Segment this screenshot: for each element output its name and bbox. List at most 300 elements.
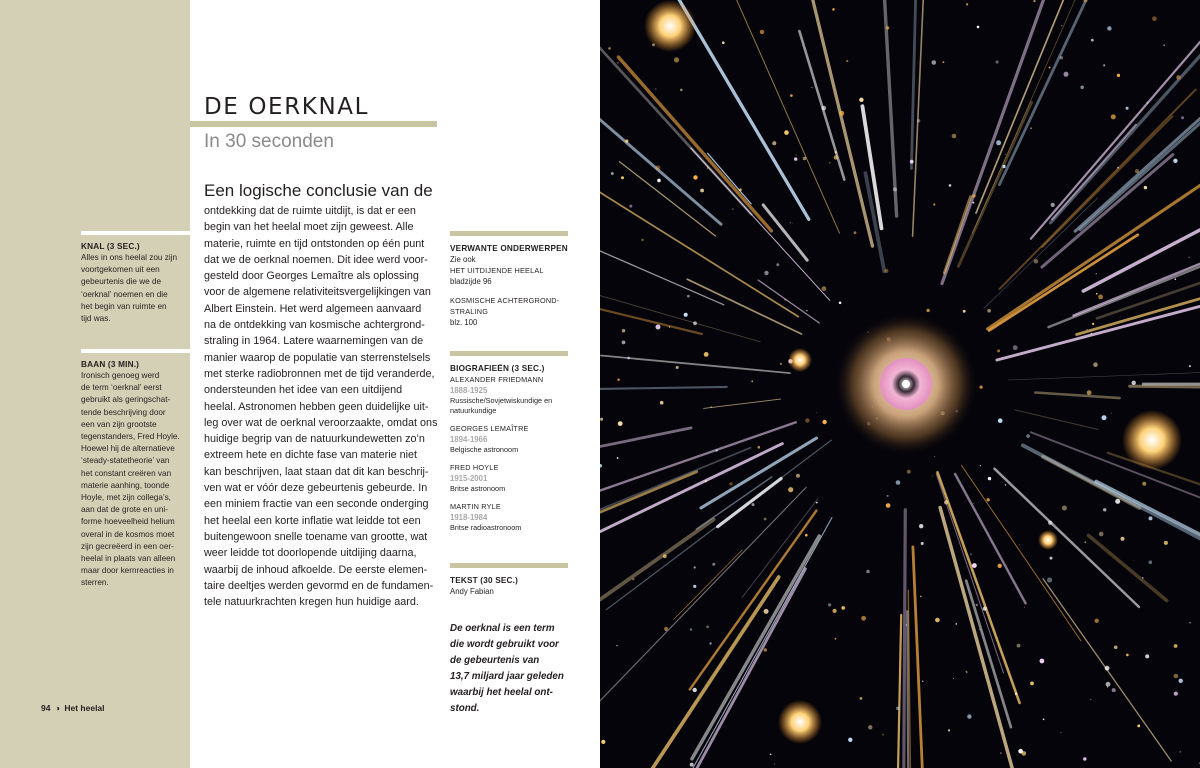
star [979, 629, 980, 630]
glow-spot [644, 0, 696, 52]
star [983, 607, 987, 611]
star [751, 381, 753, 383]
star [1181, 116, 1184, 119]
star [1189, 365, 1191, 367]
star [1152, 16, 1157, 21]
text-line: het constant creëren van [81, 468, 172, 478]
star [811, 87, 813, 89]
text-line: het heelal een korte inflatie wat leidde tot een [204, 514, 421, 527]
text-line: gebeurtenis die we de [81, 277, 162, 287]
text-line: zijn gecreëerd in een oer- [81, 541, 174, 551]
star [1080, 86, 1084, 90]
text-line: taire deeltjes werden gevormd en de fundamen- [204, 579, 434, 592]
light-ray [913, 547, 929, 768]
star [866, 570, 870, 574]
star [948, 729, 950, 731]
star [616, 645, 617, 646]
star [764, 609, 769, 614]
star [996, 60, 999, 63]
text-line: na de ontdekking van kosmische achtergrond- [204, 319, 425, 332]
star [1179, 679, 1183, 683]
star [1126, 654, 1129, 657]
related-item: KOSMISCHE ACHTERGROND- [450, 296, 560, 305]
text-line: buitengewoon snelle toename van grootte, wat [204, 530, 428, 543]
star [996, 140, 1001, 145]
light-ray [793, 0, 872, 246]
star [1180, 751, 1181, 752]
star [641, 239, 643, 241]
glow-spot [788, 348, 812, 372]
star [704, 352, 709, 357]
bio-name: ALEXANDER FRIEDMANN [450, 375, 544, 384]
related-topics [450, 231, 568, 328]
star [780, 363, 782, 365]
star [1105, 666, 1110, 671]
bio-years: 1888-1925 [450, 386, 488, 395]
star [1145, 654, 1149, 658]
sidebar [0, 0, 190, 768]
text-line: begin van het heelal moet zijn geweest. Alle [204, 221, 414, 234]
star [1114, 646, 1118, 650]
star [711, 406, 712, 407]
star [1090, 699, 1091, 700]
see-also-label: Zie ook [450, 255, 476, 264]
text-line: voortgekomen uit een [81, 265, 160, 275]
glow-spot [1038, 530, 1058, 550]
star [655, 89, 656, 90]
section-name: Het heelal [64, 703, 105, 713]
text-line: Hoyle, met zijn collega’s, [81, 493, 171, 503]
star [1026, 434, 1030, 438]
text-line: waarbij de inhoud afkoelde. De eerste elemen- [204, 563, 428, 576]
star [1149, 516, 1153, 520]
star [977, 26, 980, 29]
biography-entry [450, 462, 568, 494]
star [1176, 75, 1180, 79]
light-ray [958, 102, 1031, 266]
caption-line: de gebeurtenis van [450, 655, 540, 666]
text-line: heelal. Astronomen hebben geen duidelijke uit- [204, 400, 429, 413]
text-line: aan dat de grote en uni- [81, 505, 168, 515]
star [986, 498, 989, 501]
star [934, 456, 935, 457]
sidebar-baan-block [81, 349, 191, 590]
text-line: met sterke radiobronnen met de tijd veranderde, [204, 367, 435, 380]
star [620, 510, 621, 511]
star [828, 603, 831, 606]
text-line: huidige begrip van de natuurkundewetten zo’n [204, 433, 425, 446]
text-line: voor de algemene relativiteitsvergelijkingen van [204, 286, 431, 299]
text-line: Albert Einstein. Het werd algemeen aanvaard [204, 302, 422, 315]
star [608, 47, 611, 50]
star [943, 61, 945, 63]
text-line: maar door kernreacties in [81, 566, 174, 576]
light-ray [621, 577, 779, 768]
star [887, 495, 889, 497]
star [816, 502, 818, 504]
star [794, 157, 797, 160]
related-item-page: bladzijde 96 [450, 277, 492, 286]
star [611, 172, 614, 175]
text-line: manier waarop de populatie van sterrenstelsels [204, 351, 431, 364]
half-circle-icon: ◑ [54, 703, 60, 713]
star [980, 386, 983, 389]
star [1015, 693, 1017, 695]
bio-years: 1894-1966 [450, 435, 488, 444]
star [1018, 749, 1023, 754]
star [1099, 532, 1104, 537]
star [700, 189, 704, 193]
star [1092, 323, 1094, 325]
light-ray [600, 281, 760, 342]
divider [450, 231, 568, 236]
divider [81, 231, 191, 235]
light-ray [962, 465, 1082, 641]
star [972, 194, 975, 197]
star [729, 482, 732, 485]
star [656, 325, 661, 330]
star [1005, 484, 1006, 485]
star [1142, 577, 1143, 578]
star [1126, 107, 1129, 110]
related-heading: VERWANTE ONDERWERPEN [450, 244, 568, 253]
star [1149, 560, 1153, 564]
star [1106, 682, 1111, 687]
text-line: materie, ruimte en tijd ontstonden op één punt [204, 237, 425, 250]
star [1013, 345, 1018, 350]
star [973, 503, 974, 504]
star [917, 119, 920, 122]
star [674, 57, 679, 62]
text-line: leg over wat de oerknal veroorzaakte, omdat ons [204, 416, 438, 429]
star [617, 62, 618, 63]
light-ray [696, 0, 839, 233]
star [803, 157, 807, 161]
text-line: sterren. [81, 578, 109, 588]
star [921, 542, 924, 545]
star [1061, 25, 1062, 26]
light-ray [966, 581, 1011, 727]
star [764, 518, 767, 521]
star [933, 203, 935, 205]
star [833, 609, 837, 613]
bio-name: GEORGES LEMAÎTRE [450, 424, 529, 433]
star [722, 41, 725, 44]
text-line: tijd was. [81, 314, 111, 324]
star [1096, 273, 1097, 274]
star [1115, 499, 1120, 504]
star [693, 688, 697, 692]
star [952, 134, 957, 139]
light-ray [674, 550, 743, 620]
star [966, 3, 968, 5]
light-ray [1015, 410, 1098, 430]
star [629, 205, 632, 208]
star [784, 130, 789, 135]
text-line: heelal in plaats van alleen [81, 554, 176, 564]
light-ray [1052, 125, 1136, 220]
star [854, 231, 857, 234]
sidebar-knal-text [81, 252, 191, 325]
star [1135, 169, 1139, 173]
biographies-heading: BIOGRAFIEËN (3 SEC.) [450, 364, 545, 373]
author-name: Andy Fabian [450, 587, 494, 596]
star [1050, 557, 1053, 560]
star [627, 357, 630, 360]
star [953, 678, 954, 679]
starburst-illustration [600, 0, 1200, 768]
text-line: Alles in ons heelal zou zijn [81, 253, 178, 262]
sidebar-knal-block [81, 231, 191, 325]
star [926, 309, 929, 312]
star [893, 187, 897, 191]
star [835, 151, 837, 153]
text-credit [450, 563, 568, 597]
page-number: 94 [41, 703, 51, 713]
star [663, 554, 667, 558]
biography-entry [450, 501, 568, 533]
star [922, 681, 923, 682]
star [1017, 644, 1021, 648]
page-subtitle: In 30 seconden [204, 131, 334, 152]
light-ray [600, 444, 782, 600]
star [806, 310, 808, 312]
star [861, 616, 866, 621]
star [1084, 541, 1086, 543]
star [910, 160, 914, 164]
star [710, 642, 712, 644]
page-title: DE OERKNAL [204, 94, 370, 120]
star [622, 329, 625, 332]
star [1132, 381, 1136, 385]
star [1146, 102, 1148, 104]
star [676, 366, 679, 369]
star [972, 563, 977, 568]
star [967, 714, 971, 718]
related-item: STRALING [450, 307, 489, 316]
star [832, 8, 835, 11]
star [1103, 64, 1105, 66]
text-line: het begin van ruimte en [81, 301, 167, 311]
star [776, 263, 779, 266]
caption-line: die wordt gebruikt voor [450, 639, 559, 650]
divider [450, 563, 568, 568]
bio-role: Russische/Sovjetwiskundige en natuurkundige [450, 396, 553, 415]
star [680, 89, 683, 92]
bio-role: Belgische astronoom [450, 445, 519, 454]
caption-line: De oerknal is een term [450, 623, 555, 634]
article-lead: Een logische conclusie van de [204, 181, 433, 200]
star [1024, 607, 1025, 608]
star [907, 470, 911, 474]
star [805, 534, 808, 537]
star [822, 106, 827, 111]
star [1164, 541, 1168, 545]
star [1040, 659, 1045, 664]
text-line: ‘steady-statetheorie’ van [81, 456, 170, 466]
star [1043, 718, 1045, 720]
text-line: tele natuurkrachten kregen hun huidige aard. [204, 596, 419, 609]
text-line: gesteld door Georges Lemaître als oplossing [204, 270, 419, 283]
star [764, 648, 767, 651]
star [859, 98, 863, 102]
star [632, 578, 634, 580]
bio-years: 1918-1984 [450, 513, 488, 522]
text-line: ‘oerknal’ noemen en die [81, 289, 168, 299]
star [664, 627, 668, 631]
text-line: tende beschrijving door [81, 407, 166, 417]
star [949, 184, 952, 187]
star [1189, 622, 1191, 624]
star [774, 764, 775, 765]
star [974, 580, 975, 581]
star [600, 418, 603, 421]
star [622, 341, 626, 345]
star [655, 165, 660, 170]
star [715, 449, 717, 451]
star [841, 606, 845, 610]
star [693, 321, 697, 325]
biographies [450, 351, 568, 540]
star [1174, 644, 1178, 648]
light-ray [972, 0, 1099, 233]
star [987, 309, 991, 313]
star [932, 60, 937, 65]
star [1047, 577, 1052, 582]
star [693, 585, 696, 588]
star [693, 175, 697, 179]
light-ray [1080, 2, 1200, 230]
star [1093, 362, 1098, 367]
text-line: overal in de kosmos moet [81, 529, 175, 539]
star [1049, 67, 1051, 69]
star [784, 299, 786, 301]
star [732, 208, 733, 209]
star [822, 420, 826, 424]
star [690, 628, 692, 630]
sidebar-baan-heading: BAAN (3 MIN.) [81, 360, 140, 369]
star [706, 626, 709, 629]
light-ray [881, 0, 897, 216]
light-ray [938, 472, 1020, 703]
bio-role: Britse astronoom [450, 484, 506, 493]
star [805, 418, 809, 422]
biography-entry [450, 374, 568, 416]
caption-line: stond. [450, 703, 480, 714]
star [1030, 127, 1032, 129]
star [1087, 390, 1092, 395]
star [1107, 26, 1111, 30]
text-line: tegenstanders, Fred Hoyle. [81, 432, 180, 442]
star [932, 476, 933, 477]
star [770, 754, 772, 756]
star [621, 176, 624, 179]
star [1048, 521, 1053, 526]
star [1095, 619, 1099, 623]
star [687, 295, 690, 298]
star [690, 763, 694, 767]
star [1144, 186, 1147, 189]
star [792, 223, 793, 224]
divider [450, 351, 568, 356]
bio-role: Britse radioastronoom [450, 523, 522, 532]
star [1083, 757, 1086, 760]
star [1060, 56, 1063, 59]
divider [81, 349, 191, 353]
star [839, 111, 844, 116]
star [617, 379, 619, 381]
star [956, 623, 958, 625]
star [988, 477, 991, 480]
star [1102, 415, 1107, 420]
caption-line: waarbij het heelal ont- [450, 687, 553, 698]
star [684, 313, 688, 317]
text-line: de term ‘oerknal’ eerst [81, 383, 162, 393]
star [1064, 72, 1069, 77]
star [752, 503, 755, 506]
star [657, 179, 661, 183]
text-line: straling in 1964. Latere waarnemingen van de [204, 335, 424, 348]
caption-line: 13,7 miljard jaar geleden [450, 671, 564, 682]
star [1133, 560, 1134, 561]
starburst-photo [600, 0, 1200, 768]
light-ray [600, 487, 806, 723]
star [1121, 537, 1125, 541]
light-ray [1130, 386, 1200, 389]
star [976, 604, 978, 606]
light-ray [704, 399, 781, 408]
text-line: weer leidde tot doorlopende uitdijing daarna, [204, 547, 417, 560]
light-ray [944, 197, 970, 274]
light-ray [1088, 535, 1166, 600]
star [972, 202, 974, 204]
text-line: ven wat er vóór deze gebeurtenis gebeurde. In [204, 482, 428, 495]
bio-name: MARTIN RYLE [450, 502, 501, 511]
text-credit-heading: TEKST (30 SEC.) [450, 576, 519, 585]
star [772, 141, 776, 145]
light-ray [600, 520, 714, 701]
star [966, 672, 967, 673]
star [886, 26, 889, 29]
star [980, 465, 981, 466]
light-ray [708, 153, 752, 204]
light-ray [904, 510, 906, 768]
star [790, 94, 793, 97]
light-ray [1031, 39, 1200, 238]
star [816, 412, 817, 413]
star [835, 638, 837, 640]
star [694, 566, 696, 568]
star [1087, 329, 1088, 330]
star [712, 563, 715, 566]
star [1175, 278, 1177, 280]
star [1098, 295, 1103, 300]
star [600, 464, 602, 468]
related-item-page: blz. 100 [450, 318, 478, 327]
star [1090, 333, 1092, 335]
glow-spot [778, 700, 822, 744]
star [1033, 0, 1035, 2]
light-ray [758, 280, 819, 323]
star [906, 624, 908, 626]
star [796, 474, 800, 478]
star [1096, 293, 1098, 295]
star [868, 725, 872, 729]
star [829, 162, 830, 163]
text-line: ontdekking dat de ruimte uitdijt, is dat er een [204, 205, 416, 217]
star [920, 596, 922, 598]
glow-spot [1122, 410, 1182, 470]
